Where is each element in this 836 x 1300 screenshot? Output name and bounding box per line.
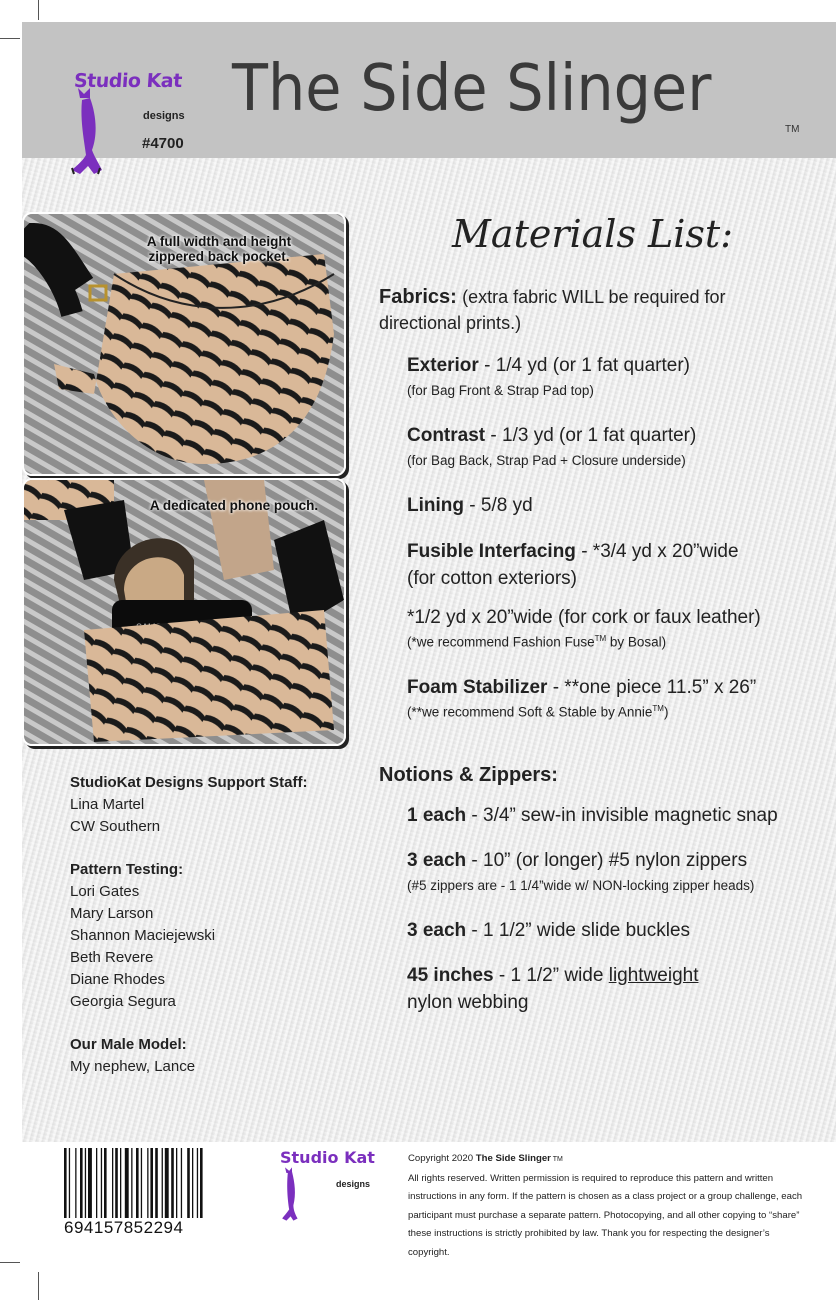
materials-title: Materials List: — [452, 212, 733, 256]
header-band — [22, 22, 836, 158]
support-name: CW Southern — [70, 818, 161, 835]
tester-name: Lori Gates — [70, 883, 140, 900]
photo2-caption: A dedicated phone pouch. — [149, 498, 319, 513]
footer — [22, 1142, 836, 1262]
testing-title: Pattern Testing: — [70, 861, 184, 878]
trademark-mark: TM — [785, 124, 800, 135]
barcode-icon — [64, 1148, 244, 1218]
foam-recommendation: (**we recommend Soft & Stable by Annie™) — [407, 704, 669, 720]
pattern-back-cover — [22, 22, 836, 1262]
footer-brand-sub: designs — [336, 1179, 371, 1189]
copyright-line: Copyright 2020 The Side Slinger TM — [408, 1153, 563, 1164]
webbing-line-2: nylon webbing — [407, 992, 529, 1013]
crop-mark — [0, 1262, 20, 1263]
model-title: Our Male Model: — [70, 1036, 187, 1053]
zipper-note: (#5 zippers are - 1 1/4”wide w/ NON-locking zipper heads) — [407, 878, 755, 893]
zipper-line: 3 each - 10” (or longer) #5 nylon zippers — [407, 850, 748, 871]
foam-line: Foam Stabilizer - **one piece 11.5” x 26” — [407, 677, 757, 698]
fusible-alt: *1/2 yd x 20”wide (for cork or faux leather) — [407, 607, 761, 628]
contrast-line: Contrast - 1/3 yd (or 1 fat quarter) — [407, 425, 697, 446]
footer-brand-text: Studio Kat — [280, 1148, 375, 1167]
support-name: Lina Martel — [70, 796, 145, 813]
notions-title: Notions & Zippers: — [379, 764, 558, 786]
fabrics-note-2: directional prints.) — [379, 313, 522, 333]
tester-name: Georgia Segura — [70, 993, 176, 1010]
fusible-recommendation: (*we recommend Fashion Fuse™ by Bosal) — [407, 634, 667, 650]
lining-line: Lining - 5/8 yd — [407, 495, 533, 516]
back-pocket-photo — [22, 212, 346, 476]
tester-name: Shannon Maciejewski — [70, 927, 216, 944]
webbing-line: 45 inches - 1 1/2” wide lightweight — [407, 965, 699, 986]
brand-sub-text: designs — [143, 110, 185, 122]
exterior-note: (for Bag Front & Strap Pad top) — [407, 383, 594, 398]
model-name: My nephew, Lance — [70, 1058, 196, 1075]
crop-mark — [38, 1272, 39, 1300]
crop-mark — [38, 0, 39, 20]
snap-line: 1 each - 3/4” sew-in invisible magnetic snap — [407, 805, 778, 826]
phone-pouch-photo — [22, 478, 346, 746]
barcode-number: 694157852294 — [64, 1218, 184, 1237]
buckle-line: 3 each - 1 1/2” wide slide buckles — [407, 920, 691, 941]
tester-name: Mary Larson — [70, 905, 154, 922]
tester-name: Beth Revere — [70, 949, 154, 966]
brand-logo-text: Studio Kat — [73, 70, 183, 92]
copyright-notice — [408, 1150, 808, 1262]
rights-text: All rights reserved. Written permission is required to reproduce this pattern and written instructions in any form. If the pattern is chosen as a class project or a group challenge, each participant must purchase a separate pattern. Photocopying, and all other copying to “share” these instructions is strictly prohibited by law. Thank you for respecting the designer’s copyright. — [408, 1172, 803, 1258]
page-title: The Side Slinger — [232, 52, 712, 126]
fusible-note: (for cotton exteriors) — [407, 568, 577, 589]
crop-mark — [0, 38, 20, 39]
pattern-number: #4700 — [142, 135, 184, 152]
credits — [70, 772, 308, 1078]
fabrics-line: Fabrics: (extra fabric WILL be required for — [379, 286, 726, 308]
fusible-line: Fusible Interfacing - *3/4 yd x 20”wide — [407, 541, 739, 562]
exterior-line: Exterior - 1/4 yd (or 1 fat quarter) — [407, 355, 691, 376]
contrast-note: (for Bag Back, Strap Pad + Closure underside) — [407, 453, 686, 468]
phone-pouch-image — [24, 480, 344, 744]
tester-name: Diane Rhodes — [70, 971, 166, 988]
support-title: StudioKat Designs Support Staff: — [70, 774, 308, 791]
photo1-caption: A full width and height zippered back pocket. — [146, 234, 292, 264]
